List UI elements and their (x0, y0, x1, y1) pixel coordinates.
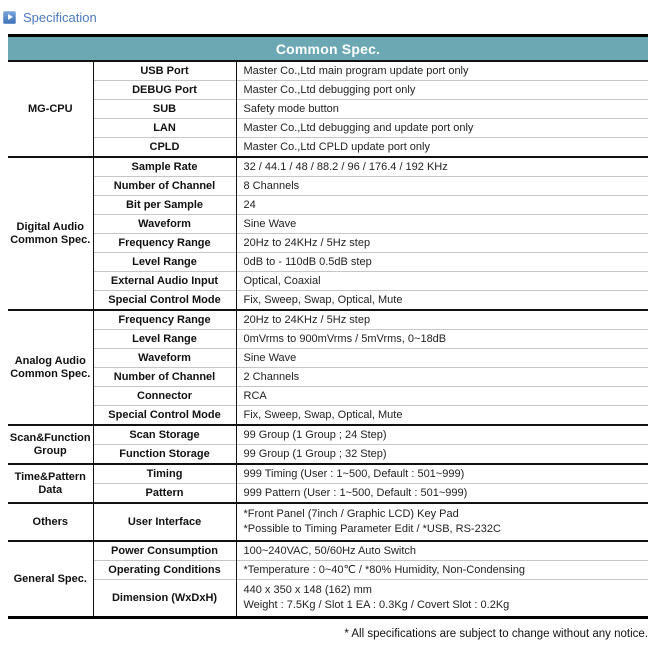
spec-value-line: 999 Timing (User : 1~500, Default : 501~999) (243, 467, 465, 480)
spec-value-line: Master Co.,Ltd main program update port only (243, 64, 469, 77)
table-row (8, 177, 648, 196)
spec-label: Frequency Range (93, 310, 236, 330)
spec-label: Waveform (93, 349, 236, 368)
table-row (8, 580, 648, 618)
spec-value-line: Master Co.,Ltd debugging and update port only (243, 121, 474, 134)
table-row (8, 368, 648, 387)
spec-value (236, 61, 648, 81)
spec-value-line: Weight : 7.5Kg / Slot 1 EA : 0.3Kg / Covert Slot : 0.2Kg (243, 599, 510, 611)
spec-value-line: 8 Channels (243, 179, 300, 192)
spec-value (236, 119, 648, 138)
footnote: * All specifications are subject to change without any notice. (344, 628, 648, 640)
spec-value (236, 541, 648, 561)
spec-label: Function Storage (93, 445, 236, 465)
spec-label: SUB (93, 100, 236, 119)
spec-value-line: 99 Group (1 Group ; 32 Step) (243, 447, 387, 460)
spec-label: User Interface (93, 503, 236, 541)
spec-value-line: 2 Channels (243, 370, 300, 383)
table-row (8, 387, 648, 406)
spec-value (236, 406, 648, 426)
table-row (8, 561, 648, 580)
spec-value (236, 272, 648, 291)
spec-label: Number of Channel (93, 177, 236, 196)
spec-value-line: Sine Wave (243, 351, 297, 364)
spec-value (236, 100, 648, 119)
spec-value (236, 157, 648, 177)
spec-value-line: 999 Pattern (User : 1~500, Default : 501~999) (243, 486, 468, 499)
table-row (8, 541, 648, 561)
spec-value-line: Master Co.,Ltd debugging port only (243, 83, 416, 96)
spec-label: Timing (93, 464, 236, 484)
spec-value-line: *Front Panel (7inch / Graphic LCD) Key Pad (243, 508, 459, 520)
spec-label: Special Control Mode (93, 291, 236, 311)
spec-label: Waveform (93, 215, 236, 234)
spec-label: Dimension (WxDxH) (93, 580, 236, 618)
table-row (8, 503, 648, 541)
table-row (8, 61, 648, 81)
table-row (8, 119, 648, 138)
spec-value (236, 234, 648, 253)
spec-label: Special Control Mode (93, 406, 236, 426)
spec-group-name: Scan&Function Group (8, 425, 93, 464)
spec-label: Power Consumption (93, 541, 236, 561)
spec-value-line: 24 (243, 198, 256, 211)
spec-value (236, 464, 648, 484)
spec-value-line: 20Hz to 24KHz / 5Hz step (243, 236, 371, 249)
spec-value-line: *Temperature : 0~40℃ / *80% Humidity, Non-Condensing (243, 563, 525, 576)
spec-group-name: Analog Audio Common Spec. (8, 310, 93, 425)
spec-value-line: RCA (243, 389, 267, 402)
table-row (8, 215, 648, 234)
spec-value (236, 349, 648, 368)
spec-value-line: *Possible to Timing Parameter Edit / *USB, RS-232C (243, 523, 501, 535)
spec-label: Level Range (93, 253, 236, 272)
spec-value (236, 503, 648, 541)
spec-group-name: Others (8, 503, 93, 541)
spec-value-line: Sine Wave (243, 217, 297, 230)
spec-label: Operating Conditions (93, 561, 236, 580)
table-row (8, 484, 648, 504)
spec-label: Frequency Range (93, 234, 236, 253)
spec-value-line: Optical, Coaxial (243, 274, 321, 287)
spec-value (236, 387, 648, 406)
spec-value-line: Master Co.,Ltd CPLD update port only (243, 140, 430, 153)
table-row (8, 253, 648, 272)
table-row (8, 310, 648, 330)
spec-table-body (8, 61, 648, 618)
spec-label: CPLD (93, 138, 236, 158)
spec-label: Sample Rate (93, 157, 236, 177)
spec-value (236, 445, 648, 465)
spec-value (236, 425, 648, 445)
spec-table (8, 34, 648, 619)
spec-value (236, 330, 648, 349)
spec-value (236, 310, 648, 330)
spec-label: External Audio Input (93, 272, 236, 291)
spec-group-name: MG-CPU (8, 61, 93, 157)
spec-value-line: 100~240VAC, 50/60Hz Auto Switch (243, 544, 417, 557)
spec-value (236, 138, 648, 158)
table-row (8, 330, 648, 349)
spec-label: USB Port (93, 61, 236, 81)
spec-value (236, 580, 648, 618)
spec-value-line: 20Hz to 24KHz / 5Hz step (243, 313, 371, 326)
spec-value-line: Fix, Sweep, Swap, Optical, Mute (243, 408, 403, 421)
spec-value (236, 253, 648, 272)
section-heading (3, 9, 643, 25)
spec-value (236, 81, 648, 100)
spec-group-name: General Spec. (8, 541, 93, 618)
spec-group-name: Digital Audio Common Spec. (8, 157, 93, 310)
spec-value-line: 440 x 350 x 148 (162) mm (243, 584, 372, 596)
spec-group-name: Time&Pattern Data (8, 464, 93, 503)
table-row (8, 464, 648, 484)
spec-value (236, 215, 648, 234)
play-icon (3, 11, 16, 24)
spec-value (236, 561, 648, 580)
spec-label: Level Range (93, 330, 236, 349)
spec-value-line: 99 Group (1 Group ; 24 Step) (243, 428, 387, 441)
spec-label: DEBUG Port (93, 81, 236, 100)
spec-label: Bit per Sample (93, 196, 236, 215)
table-header-row (8, 36, 648, 62)
spec-value (236, 177, 648, 196)
table-row (8, 425, 648, 445)
table-row (8, 157, 648, 177)
spec-label: Pattern (93, 484, 236, 504)
spec-value-line: 0mVrms to 900mVrms / 5mVrms, 0~18dB (243, 332, 447, 345)
page-title: Specification (23, 9, 97, 25)
table-row (8, 291, 648, 311)
table-row (8, 272, 648, 291)
spec-value (236, 484, 648, 504)
table-row (8, 138, 648, 158)
spec-label: Number of Channel (93, 368, 236, 387)
spec-label: Connector (93, 387, 236, 406)
table-row (8, 100, 648, 119)
table-row (8, 234, 648, 253)
table-row (8, 349, 648, 368)
spec-value-line: Safety mode button (243, 102, 339, 115)
spec-value-line: Fix, Sweep, Swap, Optical, Mute (243, 293, 403, 306)
table-row (8, 81, 648, 100)
spec-value (236, 368, 648, 387)
table-row (8, 406, 648, 426)
table-title: Common Spec. (8, 36, 648, 62)
table-row (8, 196, 648, 215)
spec-label: LAN (93, 119, 236, 138)
spec-value-line: 0dB to - 110dB 0.5dB step (243, 255, 372, 268)
spec-value (236, 291, 648, 311)
table-row (8, 445, 648, 465)
spec-value-line: 32 / 44.1 / 48 / 88.2 / 96 / 176.4 / 192 KHz (243, 160, 448, 173)
spec-value (236, 196, 648, 215)
spec-label: Scan Storage (93, 425, 236, 445)
